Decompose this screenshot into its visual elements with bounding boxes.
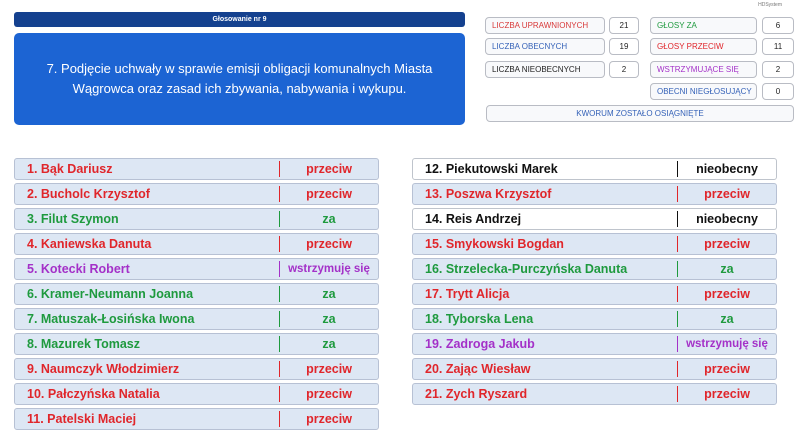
quorum-status: KWORUM ZOSTAŁO OSIĄGNIĘTE xyxy=(486,105,794,122)
councillor-row xyxy=(412,258,777,280)
question-panel xyxy=(14,33,465,125)
vote-value: nieobecny xyxy=(696,212,758,226)
stat-label: LICZBA NIEOBECNYCH xyxy=(485,61,605,78)
stat-label: LICZBA UPRAWNIONYCH xyxy=(485,17,605,34)
vote-value: przeciw xyxy=(704,287,750,301)
vote-value: za xyxy=(720,312,734,326)
stat-value: 2 xyxy=(762,61,794,78)
councillor-row xyxy=(14,308,379,330)
councillor-name: 9. Naumczyk Włodzimierz xyxy=(27,362,180,376)
councillor-row xyxy=(412,183,777,205)
vote-value: przeciw xyxy=(704,187,750,201)
vote-value: przeciw xyxy=(306,362,352,376)
councillor-row xyxy=(14,258,379,280)
councillor-row xyxy=(14,358,379,380)
councillor-row xyxy=(14,208,379,230)
councillor-name: 11. Patelski Maciej xyxy=(27,412,137,426)
councillor-row xyxy=(14,383,379,405)
vote-value: przeciw xyxy=(306,387,352,401)
councillor-name: 21. Zych Ryszard xyxy=(425,387,528,401)
councillor-row xyxy=(14,283,379,305)
stat-value: 6 xyxy=(762,17,794,34)
councillor-name: 7. Matuszak-Łosińska Iwona xyxy=(27,312,195,326)
councillor-row xyxy=(14,233,379,255)
councillor-row xyxy=(412,333,777,355)
vote-value: za xyxy=(322,312,336,326)
stat-label: WSTRZYMUJĄCE SIĘ xyxy=(650,61,757,78)
stat-label: GŁOSY ZA xyxy=(650,17,757,34)
councillor-name: 4. Kaniewska Danuta xyxy=(27,237,152,251)
councillor-name: 6. Kramer-Neumann Joanna xyxy=(27,287,194,301)
stat-value: 0 xyxy=(762,83,794,100)
vote-value: za xyxy=(322,287,336,301)
stat-label: GŁOSY PRZECIW xyxy=(650,38,757,55)
councillor-name: 5. Kotecki Robert xyxy=(27,262,130,276)
councillor-row xyxy=(14,408,379,430)
councillor-name: 1. Bąk Dariusz xyxy=(27,162,113,176)
brand-label: HDSystem xyxy=(758,2,782,8)
vote-value: przeciw xyxy=(306,237,352,251)
councillor-name: 20. Zając Wiesław xyxy=(425,362,531,376)
councillor-row xyxy=(14,158,379,180)
councillor-name: 13. Poszwa Krzysztof xyxy=(425,187,552,201)
councillor-row xyxy=(412,208,777,230)
vote-value: przeciw xyxy=(704,362,750,376)
question-text: 7. Podjęcie uchwały w sprawie emisji obligacji komunalnych Miasta Wągrowca oraz zasad ich zbywania, nabywania i wykupu. xyxy=(46,61,433,96)
vote-value: przeciw xyxy=(306,162,352,176)
councillor-row xyxy=(412,233,777,255)
councillor-row xyxy=(412,383,777,405)
vote-value: za xyxy=(322,337,336,351)
councillor-row xyxy=(14,183,379,205)
vote-value: wstrzymuję się xyxy=(288,263,370,275)
vote-value: przeciw xyxy=(704,237,750,251)
stat-value: 11 xyxy=(762,38,794,55)
councillor-row xyxy=(412,308,777,330)
vote-value: przeciw xyxy=(704,387,750,401)
councillor-row xyxy=(412,283,777,305)
vote-number-bar: Głosowanie nr 9 xyxy=(14,12,465,27)
councillor-name: 14. Reis Andrzej xyxy=(425,212,522,226)
stat-value: 2 xyxy=(609,61,639,78)
councillor-name: 3. Filut Szymon xyxy=(27,212,119,226)
councillor-name: 10. Pałczyńska Natalia xyxy=(27,387,160,401)
councillor-row xyxy=(14,333,379,355)
vote-value: za xyxy=(322,212,336,226)
councillor-row xyxy=(412,158,777,180)
stat-label: OBECNI NIEGŁOSUJĄCY xyxy=(650,83,757,100)
councillor-name: 12. Piekutowski Marek xyxy=(425,162,558,176)
vote-value: przeciw xyxy=(306,187,352,201)
councillor-name: 8. Mazurek Tomasz xyxy=(27,337,141,351)
vote-value: wstrzymuję się xyxy=(686,338,768,350)
vote-value: przeciw xyxy=(306,412,352,426)
councillor-row xyxy=(412,358,777,380)
councillor-name: 16. Strzelecka-Purczyńska Danuta xyxy=(425,262,628,276)
councillor-name: 2. Bucholc Krzysztof xyxy=(27,187,150,201)
councillor-name: 18. Tyborska Lena xyxy=(425,312,534,326)
councillor-name: 17. Trytt Alicja xyxy=(425,287,510,301)
stat-value: 19 xyxy=(609,38,639,55)
councillor-name: 19. Zadroga Jakub xyxy=(425,337,535,351)
stat-value: 21 xyxy=(609,17,639,34)
vote-value: za xyxy=(720,262,734,276)
stat-label: LICZBA OBECNYCH xyxy=(485,38,605,55)
vote-value: nieobecny xyxy=(696,162,758,176)
councillor-name: 15. Smykowski Bogdan xyxy=(425,237,564,251)
